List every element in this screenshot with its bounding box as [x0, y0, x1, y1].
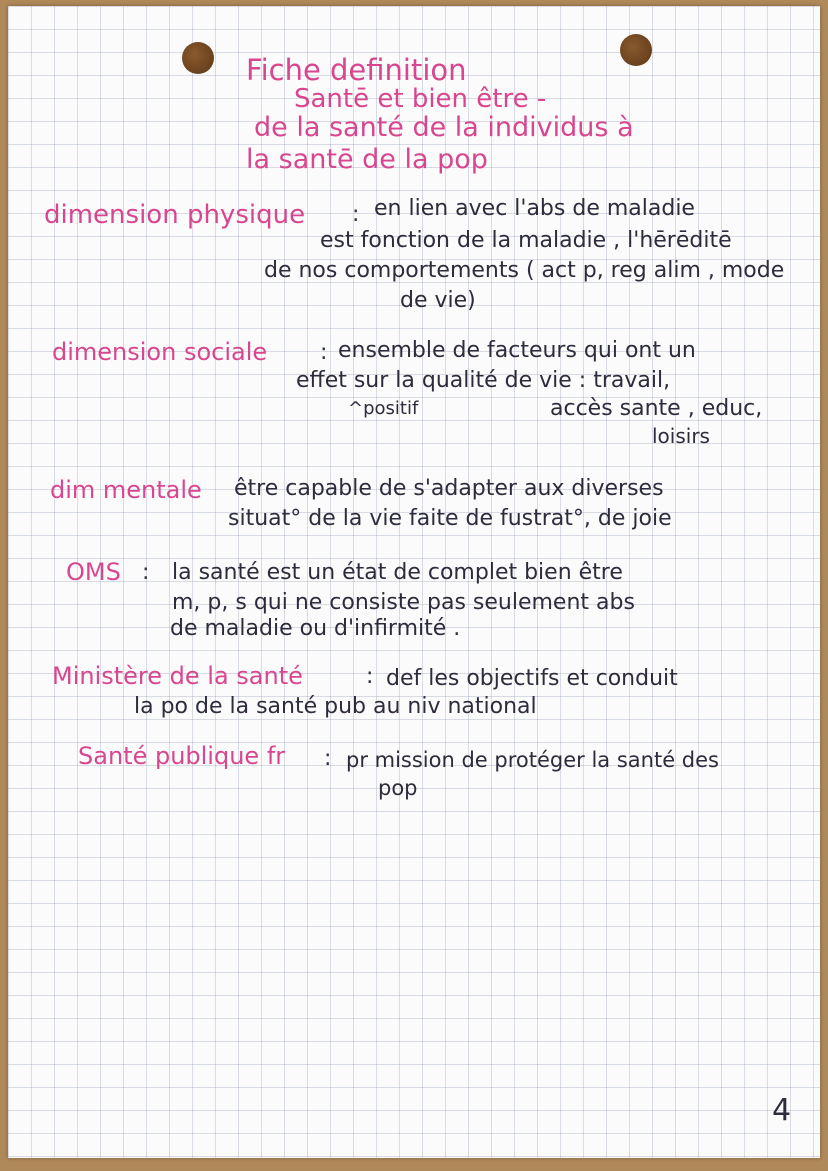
definition-line: de maladie ou d'infirmité .: [170, 616, 461, 641]
definition-line: effet sur la qualité de vie : travail,: [296, 368, 671, 393]
separator: :: [320, 340, 328, 365]
term-dim-mentale: dim mentale: [50, 476, 202, 504]
definition-line: de nos comportements ( act p, reg alim , mode: [264, 258, 785, 283]
definition-line: en lien avec l'abs de maladie: [374, 196, 695, 221]
title-line-1: Fiche definition: [246, 53, 467, 87]
term-dimension-physique: dimension physique: [44, 200, 306, 230]
term-ministere-de-la-sante: Ministère de la santé: [52, 662, 303, 690]
notebook-page: [8, 6, 820, 1158]
definition-line: de vie): [400, 288, 476, 313]
definition-line: accès sante , educ,: [550, 396, 763, 421]
separator: :: [352, 202, 360, 227]
definition-line: m, p, s qui ne consiste pas seulement abs: [172, 590, 635, 615]
definition-line: être capable de s'adapter aux diverses: [234, 476, 664, 501]
page-number: 4: [772, 1093, 792, 1128]
title-line-2: Santē et bien être -: [294, 84, 547, 114]
definition-line: est fonction de la maladie , l'hērēditē: [320, 228, 732, 253]
term-sante-publique-fr: Santé publique fr: [78, 742, 286, 770]
definition-line: loisirs: [652, 424, 710, 448]
separator: :: [324, 746, 332, 771]
definition-line: ensemble de facteurs qui ont un: [338, 338, 696, 363]
definition-line: pr mission de protéger la santé des: [346, 748, 719, 772]
term-dimension-sociale: dimension sociale: [52, 338, 268, 366]
binder-hole-left: [182, 42, 214, 74]
title-line-4: la santē de la pop: [246, 144, 488, 175]
definition-line: pop: [378, 776, 418, 800]
definition-line: la po de la santé pub au niv national: [134, 694, 537, 719]
definition-line: ^positif: [348, 398, 419, 419]
title-line-3: de la santé de la individus à: [254, 112, 634, 143]
separator: :: [366, 664, 374, 689]
definition-line: situat° de la vie faite de fustrat°, de joie: [228, 506, 672, 531]
definition-line: la santé est un état de complet bien être: [172, 560, 623, 585]
binder-hole-right: [620, 34, 652, 66]
term-oms: OMS: [66, 558, 121, 586]
separator: :: [142, 560, 150, 585]
definition-line: def les objectifs et conduit: [386, 666, 678, 691]
